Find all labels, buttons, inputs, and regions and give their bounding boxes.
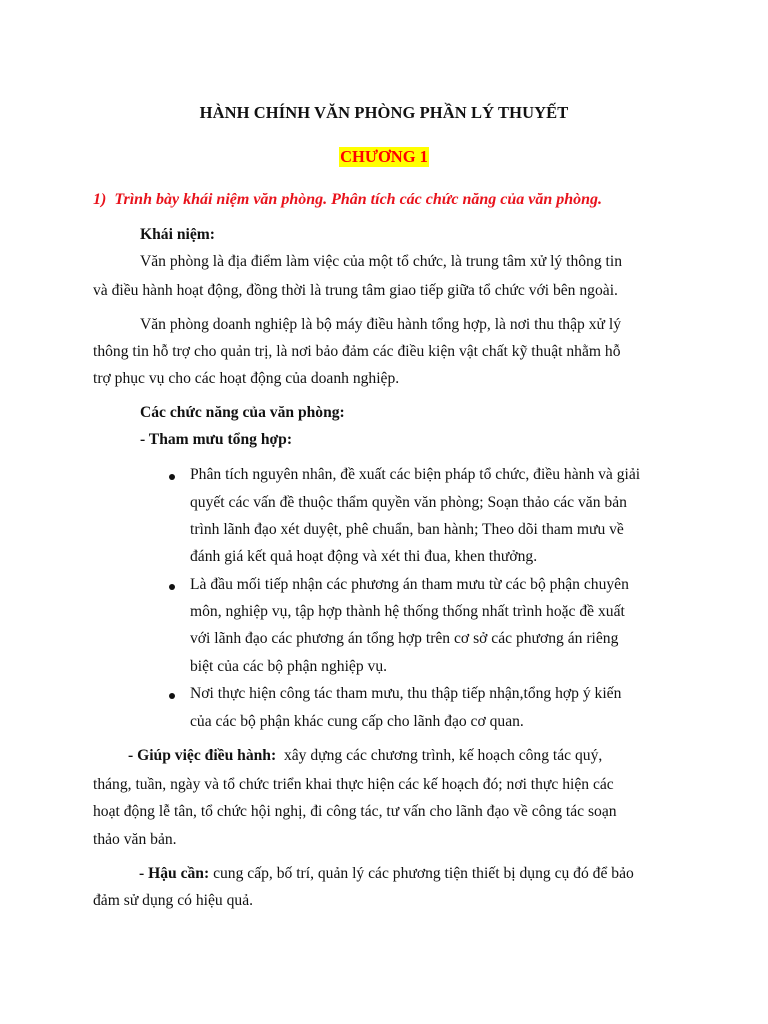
logistics-text: cung cấp, bố trí, quản lý các phương tiện thiết bị dụng cụ đó để bảo [213, 865, 634, 882]
functions-heading: Các chức năng của văn phòng: [140, 404, 345, 421]
bullet-line: môn, nghiệp vụ, tập hợp thành hệ thống thống nhất trình hoặc đề xuất [190, 603, 625, 620]
bullet-icon [169, 474, 175, 480]
bullet-line: biệt của các bộ phận nghiệp vụ. [190, 658, 388, 675]
advisory-heading: - Tham mưu tổng hợp: [140, 431, 293, 448]
question-heading [93, 191, 602, 209]
bullet-line: quyết các vấn đề thuộc thẩm quyền văn phòng; Soạn thảo các văn bản [190, 494, 627, 511]
executive-text: xây dựng các chương trình, kế hoạch công tác quý, [283, 747, 603, 764]
bullet-line: Là đầu mối tiếp nhận các phương án tham mưu từ các bộ phận chuyên [190, 576, 629, 593]
chapter-heading-wrap [0, 147, 768, 167]
concept-p1-line: Văn phòng là địa điểm làm việc của một tổ chức, là trung tâm xử lý thông tin [140, 253, 623, 270]
document-title: HÀNH CHÍNH VĂN PHÒNG PHẦN LÝ THUYẾT [199, 103, 569, 122]
chapter-heading: CHƯƠNG 1 [340, 147, 428, 166]
logistics-label: - Hậu cần: [139, 865, 210, 882]
concept-p2-line: Văn phòng doanh nghiệp là bộ máy điều hành tổng hợp, là nơi thu thập xử lý [140, 316, 621, 333]
concept-p1-line: và điều hành hoạt động, đồng thời là trung tâm giao tiếp giữa tổ chức với bên ngoài. [93, 282, 618, 299]
question-number: 1) [93, 191, 107, 208]
bullet-line: đánh giá kết quả hoạt động và xét thi đua, khen thưởng. [190, 548, 538, 565]
executive-line: thảo văn bản. [93, 831, 177, 848]
bullet-line: Nơi thực hiện công tác tham mưu, thu thập tiếp nhận,tổng hợp ý kiến [190, 685, 622, 702]
bullet-line: Phân tích nguyên nhân, đề xuất các biện pháp tổ chức, điều hành và giải [190, 466, 641, 483]
concept-heading: Khái niệm: [140, 226, 215, 243]
bullet-line: của các bộ phận khác cung cấp cho lãnh đạo cơ quan. [190, 713, 524, 730]
executive-line: hoạt động lễ tân, tổ chức hội nghị, đi công tác, tư vấn cho lãnh đạo về công tác soạn [93, 803, 617, 820]
bullet-icon [169, 693, 175, 699]
executive-label: - Giúp việc điều hành: [128, 747, 277, 764]
bullet-line: trình lãnh đạo xét duyệt, phê chuẩn, ban hành; Theo dõi tham mưu về [190, 521, 624, 538]
bullet-icon [169, 584, 175, 590]
bullet-line: với lãnh đạo các phương án tổng hợp trên cơ sở các phương án riêng [190, 630, 619, 647]
question-text: Trình bày khái niệm văn phòng. Phân tích các chức năng của văn phòng. [114, 191, 603, 208]
concept-p2-line: thông tin hỗ trợ cho quản trị, là nơi bảo đảm các điều kiện vật chất kỹ thuật nhằm hỗ [93, 343, 621, 360]
logistics-line: đảm sử dụng có hiệu quả. [93, 892, 254, 909]
executive-line [128, 747, 602, 765]
logistics-line [139, 865, 634, 883]
concept-p2-line: trợ phục vụ cho các hoạt động của doanh nghiệp. [93, 370, 400, 387]
executive-line: tháng, tuần, ngày và tổ chức triển khai thực hiện các kế hoạch đó; nơi thực hiện các [93, 776, 614, 793]
